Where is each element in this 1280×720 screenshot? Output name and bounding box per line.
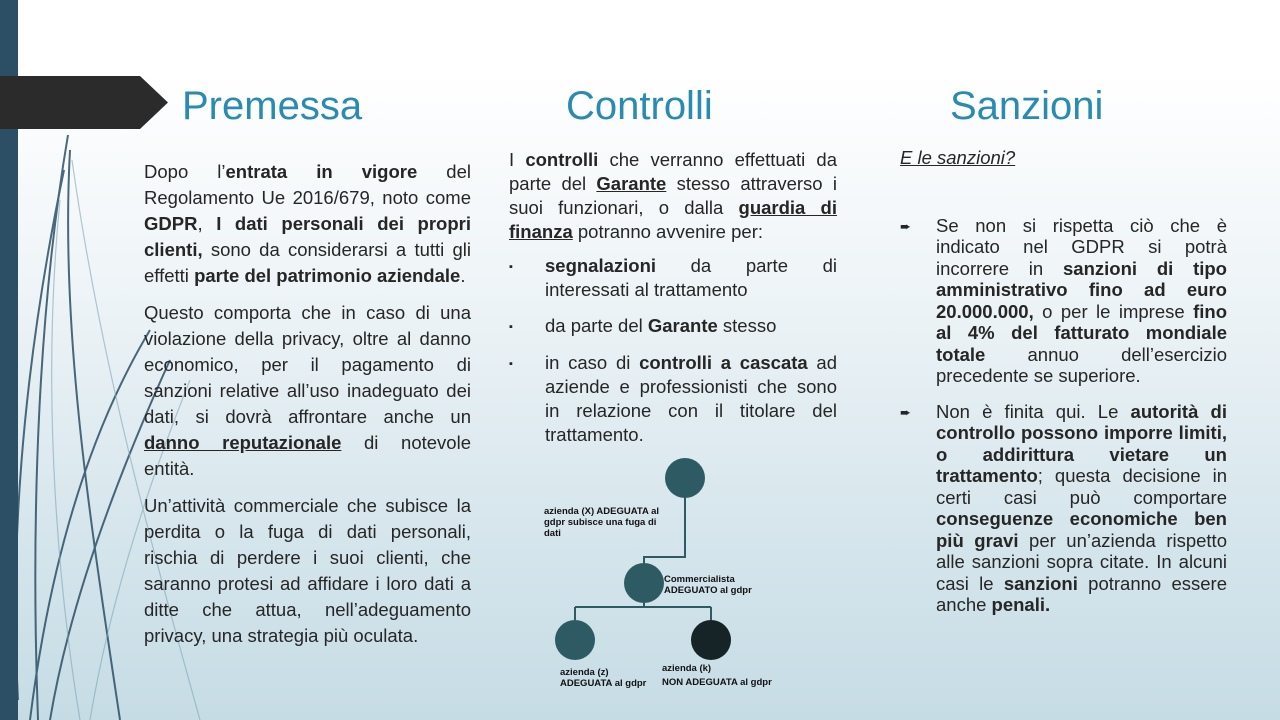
text-bold: controlli a cascata [639, 352, 808, 373]
text-run: di notevole entità. [144, 432, 471, 479]
text-run: del Regolamento Ue 2016/679, noto come [144, 161, 471, 208]
text-run: potranno essere anche [936, 572, 1227, 615]
text-run: I [509, 149, 526, 170]
diagram-label-mid [664, 574, 752, 596]
text-run: Non è finita qui. Le [936, 400, 1131, 422]
diagram-label-right [662, 663, 772, 688]
text-bold: penali. [991, 594, 1051, 615]
text-run: sono da considerarsi a tutti gli effetti [144, 239, 471, 286]
text-run: annuo dell’esercizio precedente se superiore. [936, 343, 1227, 386]
text-bold: autorità di controllo possono imporre limiti, o addirittura vietare un trattamento [936, 400, 1227, 486]
node-azienda-z [555, 620, 595, 660]
heading-sanzioni: Sanzioni [950, 84, 1104, 128]
text-run: Questo comporta che in caso di una violazione della privacy, oltre al danno economico, per il pagamento di sanzioni relative all’uso inadeguato dei dati, si dovrà affrontare anche un [144, 302, 471, 427]
text-run: da parte di interessati al trattamento [545, 255, 837, 300]
text-run: in caso di [545, 352, 640, 373]
text-run: . [460, 265, 466, 286]
premessa-paragraph-3: Un’attività commerciale che subisce la perdita o la fuga di dati personali, rischia di perdere i suoi clienti, che saranno protesi ad affidare i loro dati a ditte che attua, nell’adeguamento privacy, una strategia più oculata. [144, 495, 471, 646]
text-bold: segnalazioni [545, 255, 657, 276]
text-bold-underline: Garante [596, 173, 667, 194]
text-bold: I dati personali dei propri clienti, [144, 213, 471, 260]
text-run: Se non si rispetta ciò che è indicato nel GDPR si potrà incorrere in [936, 214, 1227, 279]
sanzioni-bullet-2 [900, 401, 1227, 616]
text-bold-underline: danno reputazionale [144, 432, 342, 453]
text-run: stesso [717, 315, 777, 336]
text-run: , [197, 213, 217, 234]
sanzioni-question [900, 147, 1227, 169]
text-run: ad aziende e professionisti che sono in relazione con il titolare del trattamento. [545, 352, 838, 445]
text-bold: GDPR [144, 213, 198, 234]
arrow-bullet-icon: ➨ [900, 404, 911, 420]
text-bold: fino al 4% del fatturato mondiale totale [936, 300, 1227, 365]
bullet-marker-icon: ▪ [509, 358, 513, 370]
sanzioni-column [900, 147, 1227, 616]
text-bold: sanzioni [1003, 572, 1078, 594]
text-run: stesso attraverso i suoi funzionari, o dalla [509, 173, 837, 218]
diagram-label-right-line1: azienda (k) [662, 663, 712, 674]
text-run: Dopo l’ [144, 161, 226, 182]
diagram-label-left [560, 667, 646, 689]
text-run: per un’azienda rispetto alle sanzioni sopra citate. In alcuni casi le [936, 529, 1227, 594]
node-azienda-x [665, 458, 705, 498]
text-bold: parte del patrimonio aziendale [194, 265, 461, 286]
text-bold: conseguenze economiche ben più gravi [936, 508, 1227, 551]
text-bold: controlli [525, 149, 599, 170]
diagram-label-right-line2: NON ADEGUATA al gdpr [662, 677, 772, 688]
diagram-label-mid-line1: Commercialista [664, 574, 735, 585]
text-bold: entrata in vigore [225, 161, 418, 182]
text-bold: sanzioni di tipo amministrativo fino ad euro 20.000.000, [936, 257, 1227, 322]
bullet-marker-icon: ▪ [509, 321, 513, 333]
arrow-bullet-icon: ➨ [900, 218, 911, 234]
text-run: potranno avvenire per: [572, 221, 763, 242]
diagram-label-left-line1: azienda (z) [560, 667, 609, 678]
diagram-label-top: azienda (X) ADEGUATA al gdpr subisce una fuga di dati [544, 506, 660, 539]
text-run: che verranno effettuati da parte del [509, 149, 837, 194]
node-azienda-k [691, 620, 731, 660]
heading-premessa: Premessa [182, 84, 363, 128]
node-commercialista [624, 563, 664, 603]
bullet-marker-icon: ▪ [509, 261, 513, 273]
text-run: o per le imprese [1033, 300, 1194, 322]
diagram-label-left-line2: ADEGUATA al gdpr [560, 678, 647, 689]
text-bold: Garante [647, 315, 718, 336]
diagram-label-mid-line2: ADEGUATO al gdpr [664, 585, 752, 596]
text-italic-underline: E le sanzioni? [900, 147, 1016, 168]
text-run: ; questa decisione in certi casi può comportare [936, 465, 1227, 508]
heading-controlli: Controlli [566, 84, 713, 128]
sanzioni-bullet-1 [900, 215, 1227, 387]
text-bold-underline: guardia di finanza [509, 197, 837, 242]
text-run: da parte del [545, 315, 648, 336]
